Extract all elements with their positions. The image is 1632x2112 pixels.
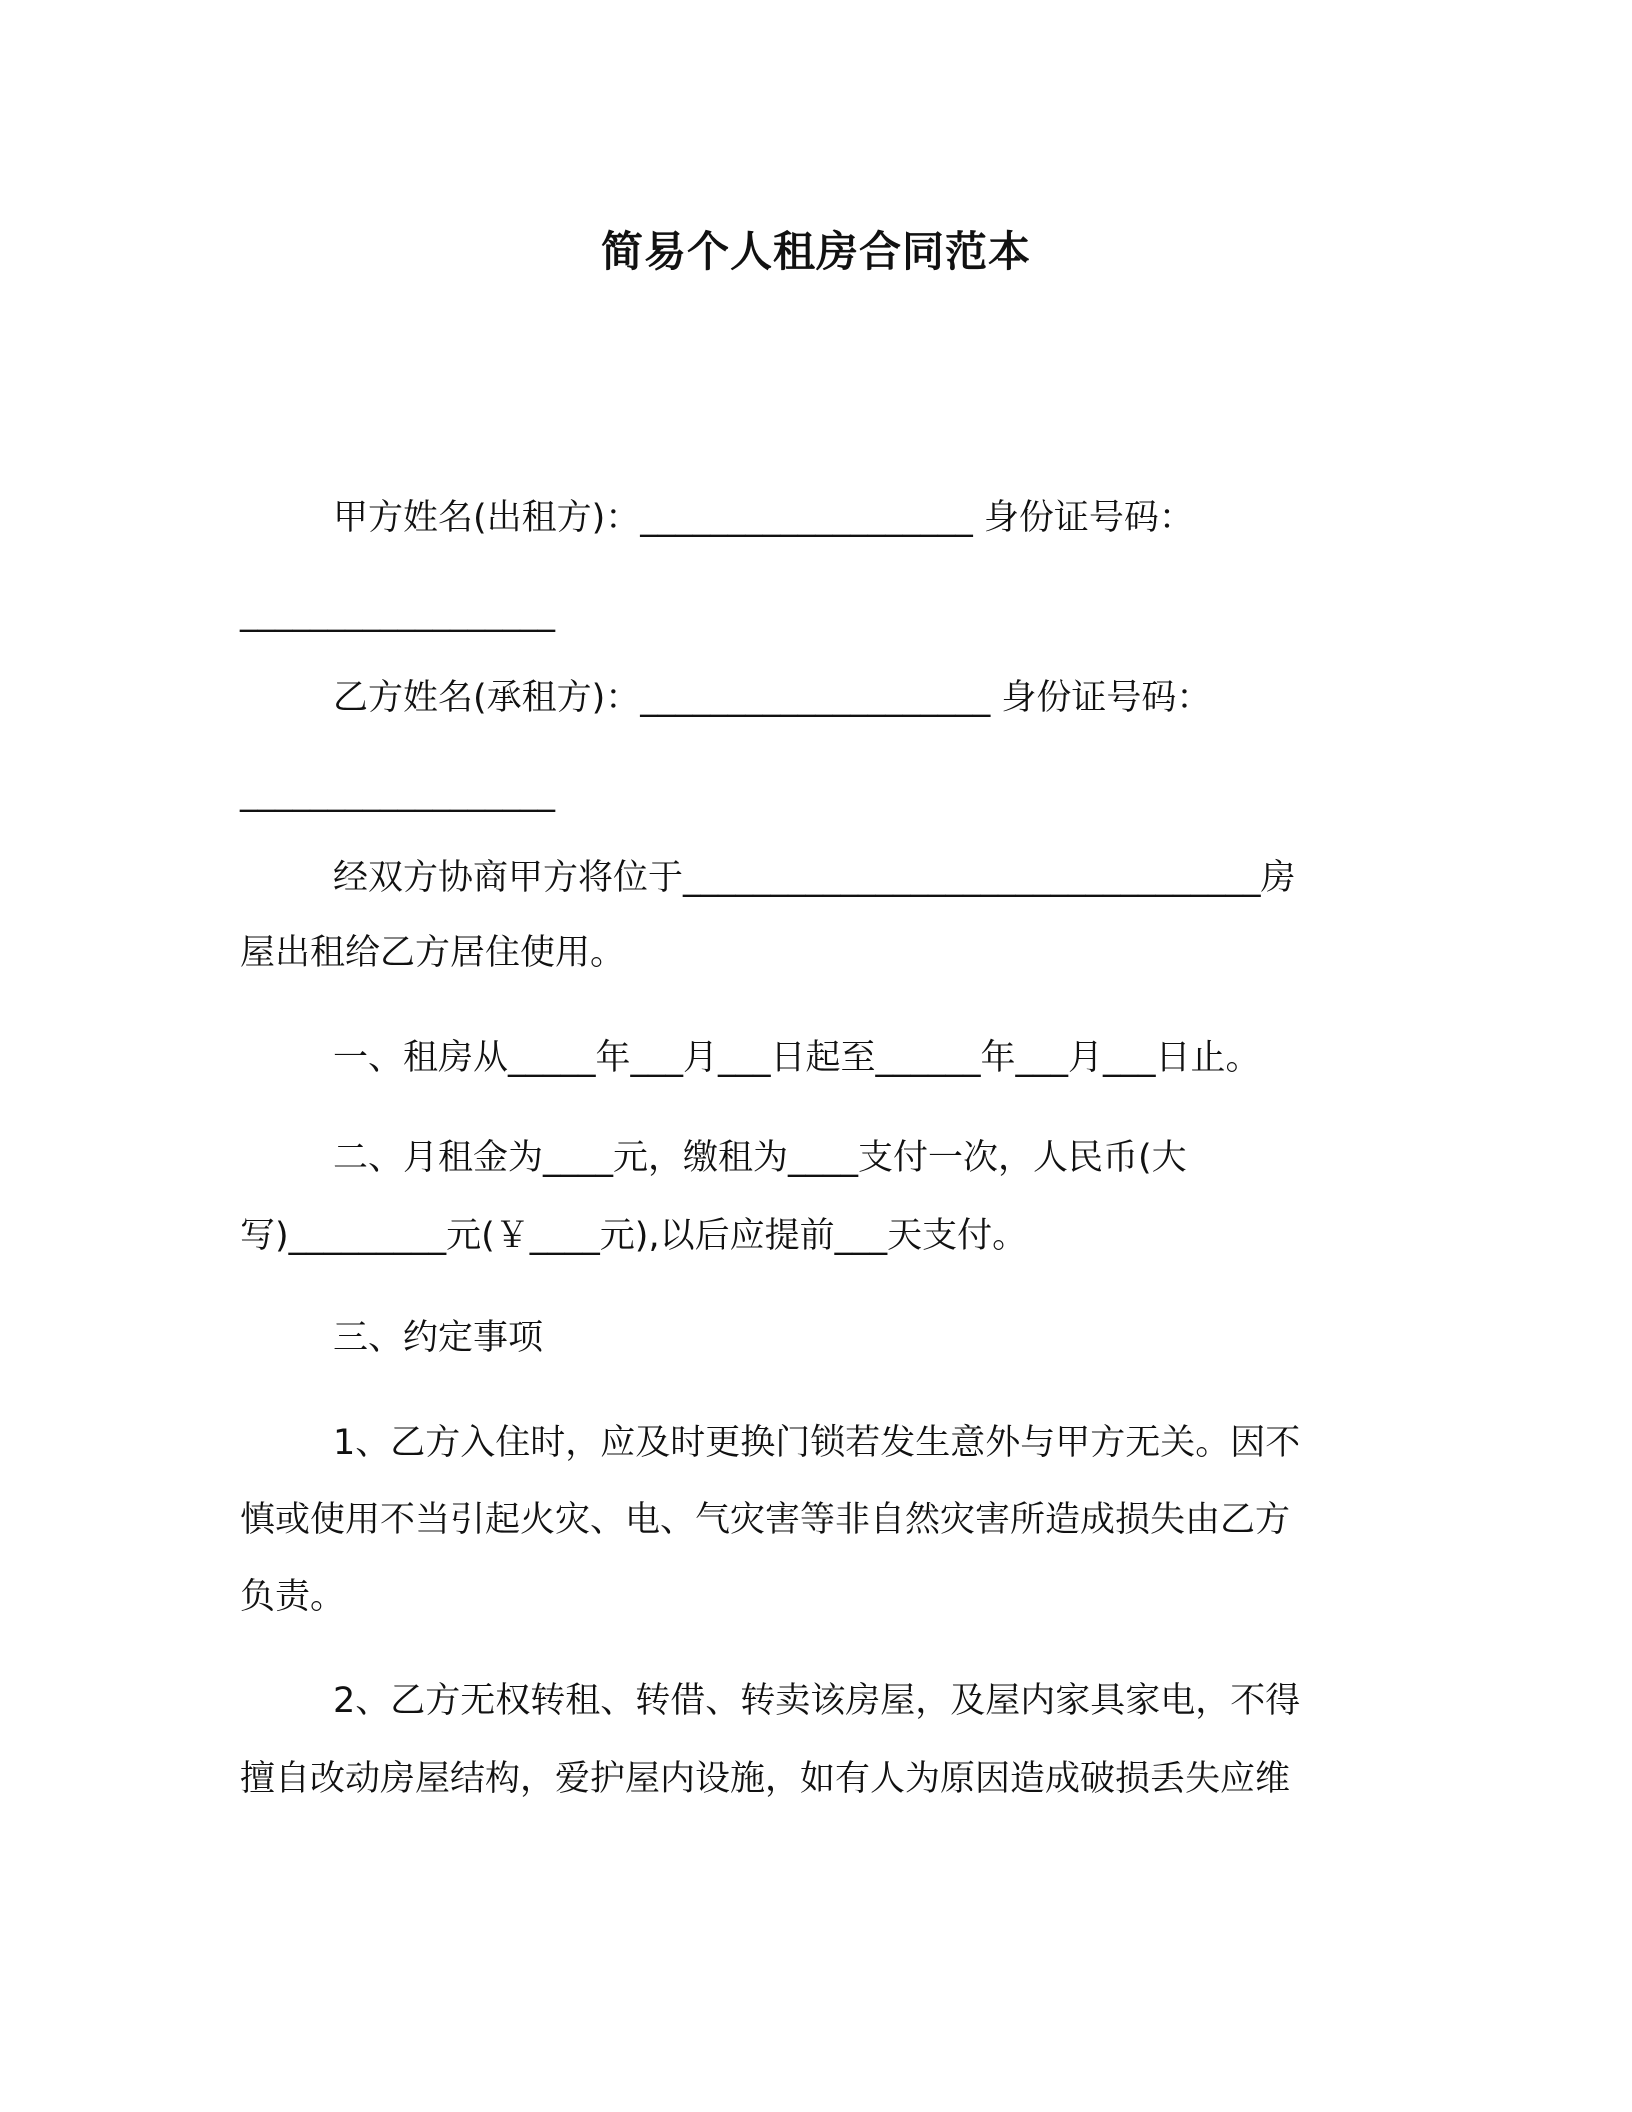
item-1-line-cont: 慎或使用不当引起火灾、电、气灾害等非自然灾害所造成损失由乙方 <box>240 1500 1291 1540</box>
clause-3-heading: 三、约定事项 <box>333 1318 544 1358</box>
item-1-line-end: 负责。 <box>240 1577 346 1617</box>
document-title: 简易个人租房合同范本 <box>600 227 1031 276</box>
clause-1-line: 一、租房从_____年___月___日起至______年___月___日止。 <box>333 1038 1261 1078</box>
clause-2-line-cont: 写)_________元(￥____元),以后应提前___天支付。 <box>240 1216 1028 1256</box>
clause-2-line: 二、月租金为____元，缴租为____支付一次，人民币(大 <box>333 1138 1187 1178</box>
item-2-line: 2、乙方无权转租、转借、转卖该房屋，及屋内家具家电，不得 <box>333 1681 1301 1721</box>
party-b-id-blank: __________________ <box>240 773 555 813</box>
party-a-id-blank: __________________ <box>240 593 555 633</box>
party-a-line: 甲方姓名(出租方)：___________________ 身份证号码： <box>333 498 1194 538</box>
location-line-cont: 屋出租给乙方居住使用。 <box>240 933 626 973</box>
party-b-line: 乙方姓名(承租方)：____________________ 身份证号码： <box>333 678 1212 718</box>
item-1-line: 1、乙方入住时，应及时更换门锁若发生意外与甲方无关。因不 <box>333 1423 1301 1463</box>
location-line: 经双方协商甲方将位于_________________________________房 <box>333 858 1296 898</box>
item-2-line-cont: 擅自改动房屋结构，爱护屋内设施，如有人为原因造成破损丢失应维 <box>240 1759 1291 1799</box>
